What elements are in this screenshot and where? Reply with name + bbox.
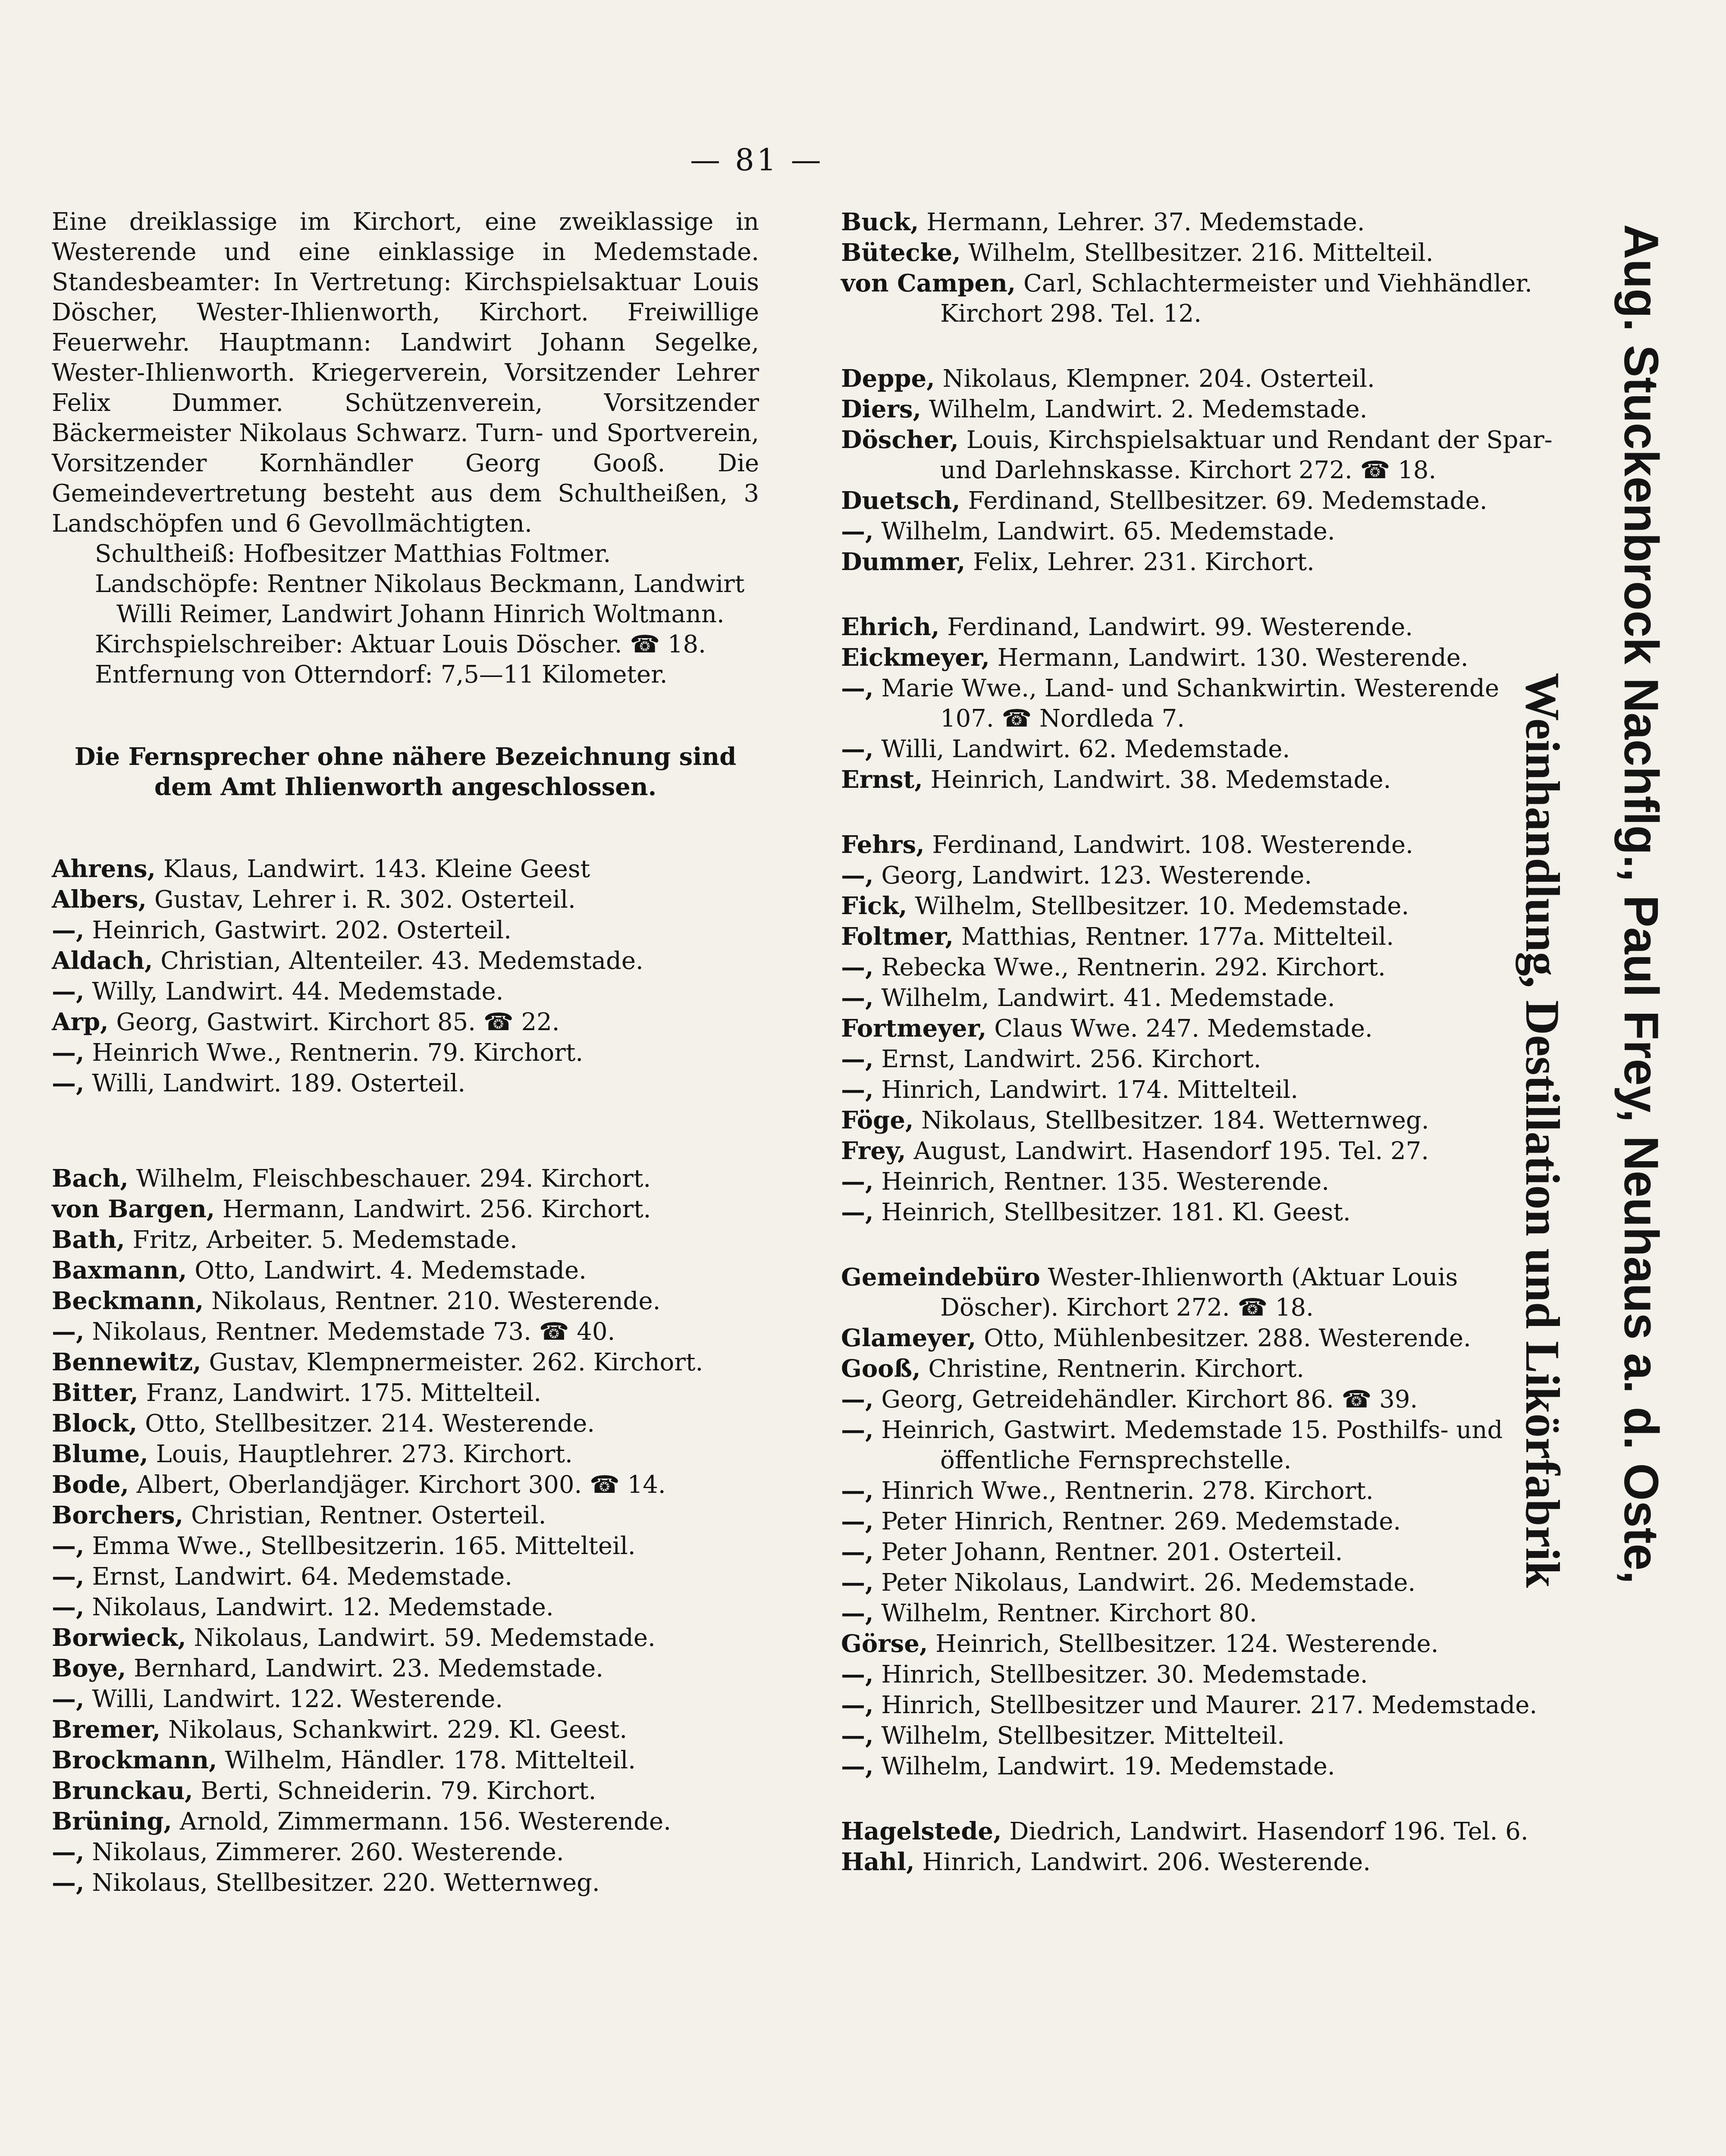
- directory-entry: [52, 1378, 759, 1408]
- entry-name: Eickmeyer,: [841, 643, 990, 672]
- entry-name: —,: [841, 861, 874, 890]
- entry-details: Georg, Gastwirt. Kirchort 85. ☎ 22.: [116, 1008, 560, 1036]
- entry-name: Gooß,: [841, 1354, 921, 1383]
- directory-entry: [841, 1847, 1557, 1877]
- directory-entry: [841, 830, 1557, 860]
- entry-name: Blume,: [52, 1440, 148, 1468]
- intro-paragraph: Eine dreiklassige im Kirchort, eine zweiklassige in Westerende und eine einklassige in Medemstade. Standesbeamter: In Vertretung: Kirchspielsaktuar Louis Döscher, Wester-Ihlienworth, Kirchort. Freiwillige Feuerwehr. Hauptmann: Landwirt Johann Segelke, Wester-Ihlienworth. Kriegerverein, Vorsitzender Lehrer Felix Dummer. Schützenverein, Vorsitzender Bäckermeister Nikolaus Schwarz. Turn- und Sportverein, Vorsitzender Kornhändler Georg Gooß. Die Gemeindevertretung besteht aus dem Schultheißen, 3 Landschöpfen und 6 Gevollmächtigten.: [52, 208, 759, 538]
- entry-name: Bath,: [52, 1225, 125, 1254]
- entry-name: Block,: [52, 1409, 138, 1438]
- directory-entry: [841, 1136, 1557, 1166]
- entry-name: —,: [841, 1075, 874, 1104]
- entry-details: Wilhelm, Landwirt. 65. Medemstade.: [881, 517, 1335, 545]
- entry-details: Willy, Landwirt. 44. Medemstade.: [92, 978, 504, 1006]
- directory-entry: [841, 516, 1557, 547]
- directory-entry: [52, 1255, 759, 1286]
- entry-name: Deppe,: [841, 364, 935, 393]
- entry-name: Gemeindebüro: [841, 1263, 1040, 1291]
- entry-name: —,: [52, 916, 85, 944]
- entry-name: Hahl,: [841, 1848, 915, 1876]
- entry-details: Emma Wwe., Stellbesitzerin. 165. Mittelteil.: [92, 1532, 636, 1560]
- directory-entry: [841, 1354, 1557, 1384]
- entry-name: —,: [841, 674, 874, 702]
- directory-entry: [52, 946, 759, 976]
- entry-details: Peter Nikolaus, Landwirt. 26. Medemstade.: [881, 1569, 1416, 1597]
- entries-e: [841, 612, 1557, 795]
- entry-details: Ernst, Landwirt. 256. Kirchort.: [881, 1045, 1262, 1073]
- directory-entry: [52, 1623, 759, 1653]
- entries-h: [841, 1816, 1557, 1877]
- entry-details: Wester-Ihlienworth (Aktuar Louis Döscher). Kirchort 272. ☎ 18.: [940, 1263, 1458, 1322]
- entry-details: August, Landwirt. Hasendorf 195. Tel. 27.: [913, 1137, 1429, 1165]
- entry-name: —,: [841, 517, 874, 545]
- directory-entry: [52, 1163, 759, 1194]
- official-entry: Schultheiß: Hofbesitzer Matthias Foltmer.: [95, 540, 611, 568]
- entry-details: Hinrich, Stellbesitzer und Maurer. 217. Medemstade.: [881, 1691, 1538, 1719]
- entry-details: Wilhelm, Landwirt. 41. Medemstade.: [881, 984, 1335, 1012]
- entries-f: [841, 830, 1557, 1228]
- directory-entry: [841, 486, 1557, 516]
- entry-details: Ferdinand, Landwirt. 108. Westerende.: [932, 831, 1413, 859]
- directory-entry: [841, 642, 1557, 673]
- directory-entry: [52, 1745, 759, 1776]
- entry-details: Otto, Mühlenbesitzer. 288. Westerende.: [984, 1324, 1471, 1352]
- entry-name: Bach,: [52, 1164, 129, 1193]
- entry-details: Nikolaus, Rentner. 210. Westerende.: [211, 1287, 661, 1315]
- entry-details: Hinrich, Landwirt. 174. Mittelteil.: [881, 1076, 1299, 1104]
- entry-name: Ahrens,: [52, 855, 156, 883]
- entry-details: Georg, Landwirt. 123. Westerende.: [881, 862, 1312, 890]
- directory-entry: [841, 207, 1557, 238]
- directory-entry: [52, 976, 759, 1007]
- entry-name: —,: [841, 1198, 874, 1226]
- directory-entry: [52, 884, 759, 915]
- entry-details: Wilhelm, Landwirt. 2. Medemstade.: [929, 395, 1368, 423]
- directory-entry: [52, 1868, 759, 1898]
- directory-entry: [52, 1347, 759, 1378]
- entry-details: Gustav, Lehrer i. R. 302. Osterteil.: [154, 886, 576, 914]
- entry-details: Gustav, Klempnermeister. 262. Kirchort.: [209, 1348, 703, 1376]
- directory-entry: [841, 394, 1557, 425]
- directory-entry: [841, 1262, 1557, 1323]
- entry-details: Willi, Landwirt. 189. Osterteil.: [92, 1069, 466, 1097]
- entry-details: Otto, Stellbesitzer. 214. Westerende.: [145, 1410, 595, 1438]
- directory-entry: [841, 612, 1557, 642]
- entry-name: Foltmer,: [841, 922, 954, 951]
- directory-entry: [52, 1592, 759, 1623]
- entry-name: —,: [52, 1317, 85, 1346]
- entry-details: Albert, Oberlandjäger. Kirchort 300. ☎ 14.: [136, 1471, 666, 1499]
- official-entry: Landschöpfe: Rentner Nikolaus Beckmann, Landwirt Willi Reimer, Landwirt Johann Hinrich Woltmann.: [95, 570, 745, 628]
- entry-name: —,: [841, 1660, 874, 1689]
- entry-name: —,: [841, 1416, 874, 1444]
- entry-name: —,: [52, 1593, 85, 1621]
- entry-details: Wilhelm, Landwirt. 19. Medemstade.: [881, 1752, 1335, 1780]
- right-column: [841, 207, 1557, 1877]
- entry-name: —,: [52, 977, 85, 1006]
- entry-name: Fick,: [841, 892, 907, 920]
- directory-entry: [841, 1166, 1557, 1197]
- entry-details: Hermann, Landwirt. 256. Kirchort.: [223, 1195, 651, 1223]
- entry-details: Felix, Lehrer. 231. Kirchort.: [973, 548, 1315, 576]
- entry-name: Brockmann,: [52, 1746, 217, 1774]
- directory-entry: [52, 1316, 759, 1347]
- entry-details: Rebecka Wwe., Rentnerin. 292. Kirchort.: [881, 953, 1386, 981]
- entry-name: Bitter,: [52, 1379, 138, 1407]
- entry-name: —,: [841, 1538, 874, 1566]
- entry-name: Ernst,: [841, 765, 923, 794]
- entry-details: Bernhard, Landwirt. 23. Medemstade.: [134, 1655, 604, 1683]
- telephone-notice: Die Fernsprecher ohne nähere Bezeichnung sind dem Amt Ihlienworth angeschlossen.: [74, 743, 737, 801]
- entry-name: Föge,: [841, 1106, 914, 1134]
- entry-details: Peter Johann, Rentner. 201. Osterteil.: [881, 1538, 1343, 1566]
- directory-entry: [841, 1598, 1557, 1629]
- directory-entry: [52, 854, 759, 884]
- entry-details: Wilhelm, Fleischbeschauer. 294. Kirchort.: [136, 1165, 651, 1193]
- entry-name: Beckmann,: [52, 1287, 204, 1315]
- entry-name: Diers,: [841, 395, 921, 423]
- entry-details: Willi, Landwirt. 122. Westerende.: [92, 1685, 503, 1713]
- directory-entry: [52, 1007, 759, 1037]
- directory-entry: [841, 425, 1557, 486]
- entry-name: —,: [841, 1752, 874, 1780]
- entry-details: Wilhelm, Stellbesitzer. 10. Medemstade.: [915, 892, 1409, 920]
- directory-entry: [52, 1531, 759, 1561]
- directory-entry: [841, 1659, 1557, 1690]
- entry-details: Nikolaus, Zimmerer. 260. Westerende.: [92, 1838, 564, 1866]
- directory-entry: [841, 734, 1557, 765]
- directory-entry: [841, 1013, 1557, 1044]
- directory-entry: [841, 1567, 1557, 1598]
- entry-name: Duetsch,: [841, 486, 960, 515]
- entry-name: Frey,: [841, 1137, 906, 1165]
- entry-name: —,: [841, 1167, 874, 1196]
- directory-entry: [841, 1105, 1557, 1136]
- entry-name: Brüning,: [52, 1807, 172, 1836]
- entry-name: von Bargen,: [52, 1195, 215, 1223]
- entry-name: —,: [841, 1568, 874, 1597]
- entries-a: [52, 854, 759, 1099]
- left-column: [52, 207, 759, 1898]
- directory-entry: [841, 860, 1557, 891]
- entry-name: Bremer,: [52, 1715, 161, 1744]
- directory-entry: [52, 1470, 759, 1500]
- directory-entry: [841, 1476, 1557, 1506]
- directory-entry: [841, 1415, 1557, 1476]
- directory-entry: [52, 1684, 759, 1714]
- entry-details: Heinrich, Landwirt. 38. Medemstade.: [930, 766, 1391, 794]
- entry-details: Heinrich Wwe., Rentnerin. 79. Kirchort.: [92, 1039, 584, 1067]
- entry-details: Carl, Schlachtermeister und Viehhändler. Kirchort 298. Tel. 12.: [940, 270, 1532, 328]
- directory-entry: [841, 1044, 1557, 1075]
- entry-details: Nikolaus, Rentner. Medemstade 73. ☎ 40.: [92, 1318, 615, 1346]
- entry-details: Otto, Landwirt. 4. Medemstade.: [195, 1257, 587, 1285]
- entry-details: Marie Wwe., Land- und Schankwirtin. Westerende 107. ☎ Nordleda 7.: [881, 674, 1500, 733]
- entry-details: Claus Wwe. 247. Medemstade.: [994, 1015, 1373, 1043]
- entry-details: Willi, Landwirt. 62. Medemstade.: [881, 735, 1290, 763]
- entry-details: Heinrich, Rentner. 135. Westerende.: [881, 1168, 1330, 1196]
- entry-details: Nikolaus, Schankwirt. 229. Kl. Geest.: [168, 1716, 628, 1744]
- entry-name: —,: [841, 1721, 874, 1750]
- entries-b: [52, 1163, 759, 1898]
- directory-entry: [841, 983, 1557, 1013]
- official-entry: Entfernung von Otterndorf: 7,5—11 Kilometer.: [95, 661, 668, 689]
- entry-name: Fehrs,: [841, 830, 925, 859]
- directory-entry: [52, 1714, 759, 1745]
- directory-entry: [52, 1561, 759, 1592]
- entry-details: Fritz, Arbeiter. 5. Medemstade.: [132, 1226, 518, 1254]
- entry-details: Louis, Kirchspielsaktuar und Rendant der Spar- und Darlehnskasse. Kirchort 272. ☎ 18.: [940, 426, 1553, 484]
- directory-entry: [52, 1194, 759, 1225]
- entry-name: —,: [841, 1476, 874, 1505]
- entry-details: Heinrich, Gastwirt. 202. Osterteil.: [92, 916, 512, 944]
- directory-entry: [841, 765, 1557, 795]
- official-entry: Kirchspielschreiber: Aktuar Louis Döscher. ☎ 18.: [95, 630, 706, 658]
- directory-entry: [841, 921, 1557, 952]
- entry-details: Ferdinand, Landwirt. 99. Westerende.: [947, 613, 1413, 641]
- entry-name: Baxmann,: [52, 1256, 187, 1285]
- entry-details: Wilhelm, Stellbesitzer. Mittelteil.: [881, 1722, 1285, 1750]
- directory-entry: [52, 1225, 759, 1255]
- entry-details: Nikolaus, Stellbesitzer. 220. Wetternweg.: [92, 1869, 600, 1897]
- entry-name: —,: [841, 984, 874, 1012]
- directory-entry: [841, 1690, 1557, 1720]
- entry-name: —,: [841, 1385, 874, 1413]
- entry-details: Hinrich, Stellbesitzer. 30. Medemstade.: [881, 1661, 1368, 1689]
- directory-entry: [841, 673, 1557, 734]
- directory-entry: [52, 1068, 759, 1099]
- entry-details: Georg, Getreidehändler. Kirchort 86. ☎ 39.: [881, 1385, 1418, 1413]
- entries-g: [841, 1262, 1557, 1782]
- directory-entry: [52, 915, 759, 946]
- page-number: — 81 —: [690, 142, 824, 178]
- entry-name: —,: [52, 1038, 85, 1067]
- entry-name: —,: [841, 1045, 874, 1073]
- directory-entry: [841, 1537, 1557, 1567]
- entry-details: Nikolaus, Stellbesitzer. 184. Wetternweg.: [921, 1106, 1429, 1134]
- entry-name: Borchers,: [52, 1501, 184, 1529]
- directory-entry: [841, 1816, 1557, 1847]
- entry-name: Fortmeyer,: [841, 1014, 987, 1043]
- entry-name: Arp,: [52, 1008, 109, 1036]
- side-ad-title: Aug. Stuckenbrock Nachflg., Paul Frey, Neuhaus a. d. Oste,: [1614, 224, 1668, 1584]
- entry-name: Hagelstede,: [841, 1817, 1002, 1846]
- directory-entry: [841, 1629, 1557, 1659]
- entry-details: Heinrich, Stellbesitzer. 181. Kl. Geest.: [881, 1198, 1351, 1226]
- entry-name: —,: [841, 1599, 874, 1627]
- entry-details: Ernst, Landwirt. 64. Medemstade.: [92, 1563, 512, 1591]
- entry-name: —,: [52, 1868, 85, 1897]
- entry-name: —,: [52, 1532, 85, 1560]
- entry-name: Glameyer,: [841, 1324, 976, 1352]
- entry-name: Brunckau,: [52, 1777, 193, 1805]
- entry-details: Franz, Landwirt. 175. Mittelteil.: [146, 1379, 542, 1407]
- entry-details: Klaus, Landwirt. 143. Kleine Geest: [163, 855, 590, 883]
- side-ad-subtitle: Weinhandlung, Destillation und Likörfabrik: [1516, 673, 1569, 1588]
- entry-details: Hermann, Lehrer. 37. Medemstade.: [926, 208, 1365, 236]
- directory-entry: [52, 1037, 759, 1068]
- entries-b-continued: [841, 207, 1557, 329]
- entry-name: —,: [52, 1562, 85, 1591]
- entry-details: Wilhelm, Händler. 178. Mittelteil.: [225, 1746, 636, 1774]
- entry-details: Peter Hinrich, Rentner. 269. Medemstade.: [881, 1507, 1401, 1536]
- directory-entry: [841, 238, 1557, 268]
- directory-entry: [841, 1075, 1557, 1105]
- entry-details: Wilhelm, Rentner. Kirchort 80.: [881, 1599, 1257, 1627]
- directory-entry: [841, 364, 1557, 394]
- entry-details: Arnold, Zimmermann. 156. Westerende.: [179, 1808, 671, 1836]
- entry-details: Hinrich, Landwirt. 206. Westerende.: [922, 1848, 1371, 1876]
- directory-entry: [841, 268, 1557, 329]
- directory-entry: [52, 1439, 759, 1470]
- directory-entry: [52, 1837, 759, 1868]
- entry-name: Buck,: [841, 208, 919, 236]
- entry-details: Christine, Rentnerin. Kirchort.: [928, 1355, 1305, 1383]
- entry-name: Ehrich,: [841, 613, 940, 641]
- entry-name: —,: [52, 1069, 85, 1097]
- directory-entry: [52, 1408, 759, 1439]
- entry-details: Christian, Altenteiler. 43. Medemstade.: [160, 947, 643, 975]
- entry-name: Bütecke,: [841, 238, 961, 267]
- directory-entry: [52, 1500, 759, 1531]
- directory-entry: [841, 952, 1557, 983]
- entry-details: Heinrich, Stellbesitzer. 124. Westerende.: [935, 1630, 1439, 1658]
- entry-name: Boye,: [52, 1654, 126, 1683]
- entry-name: —,: [52, 1685, 85, 1713]
- entries-d: [841, 364, 1557, 577]
- entry-name: Albers,: [52, 885, 147, 914]
- entry-name: Bode,: [52, 1470, 129, 1499]
- directory-entry: [841, 1506, 1557, 1537]
- entry-details: Nikolaus, Landwirt. 12. Medemstade.: [92, 1593, 554, 1621]
- entry-details: Hermann, Landwirt. 130. Westerende.: [997, 644, 1469, 672]
- directory-entry: [841, 1197, 1557, 1228]
- entry-name: —,: [841, 1507, 874, 1536]
- entry-name: Dummer,: [841, 548, 966, 576]
- entry-details: Matthias, Rentner. 177a. Mittelteil.: [961, 923, 1394, 951]
- entry-details: Louis, Hauptlehrer. 273. Kirchort.: [156, 1440, 573, 1468]
- entry-name: —,: [841, 735, 874, 763]
- entry-details: Ferdinand, Stellbesitzer. 69. Medemstade.: [968, 487, 1487, 515]
- entry-details: Christian, Rentner. Osterteil.: [191, 1501, 546, 1529]
- directory-entry: [52, 1806, 759, 1837]
- entry-name: Görse,: [841, 1630, 928, 1658]
- entry-details: Heinrich, Gastwirt. Medemstade 15. Posthilfs- und öffentliche Fernsprechstelle.: [881, 1416, 1503, 1474]
- directory-entry: [841, 547, 1557, 577]
- entry-details: Diedrich, Landwirt. Hasendorf 196. Tel. 6.: [1009, 1818, 1528, 1846]
- entry-name: Aldach,: [52, 946, 153, 975]
- entry-name: —,: [841, 953, 874, 981]
- entry-name: von Campen,: [841, 269, 1016, 298]
- entry-name: Bennewitz,: [52, 1348, 201, 1376]
- directory-entry: [841, 1323, 1557, 1354]
- directory-entry: [52, 1286, 759, 1316]
- directory-entry: [841, 891, 1557, 921]
- officials-list: [52, 539, 759, 690]
- entry-name: Döscher,: [841, 426, 959, 454]
- entry-details: Nikolaus, Klempner. 204. Osterteil.: [942, 365, 1375, 393]
- entry-details: Berti, Schneiderin. 79. Kirchort.: [201, 1777, 596, 1805]
- directory-entry: [52, 1653, 759, 1684]
- entry-details: Wilhelm, Stellbesitzer. 216. Mittelteil.: [968, 239, 1434, 267]
- entry-name: —,: [841, 1691, 874, 1719]
- entry-name: —,: [52, 1838, 85, 1866]
- directory-entry: [841, 1751, 1557, 1782]
- entry-details: Hinrich Wwe., Rentnerin. 278. Kirchort.: [881, 1477, 1374, 1505]
- directory-entry: [52, 1776, 759, 1806]
- entry-details: Nikolaus, Landwirt. 59. Medemstade.: [194, 1624, 656, 1652]
- directory-entry: [841, 1720, 1557, 1751]
- directory-entry: [841, 1384, 1557, 1415]
- entry-name: Borwieck,: [52, 1623, 186, 1652]
